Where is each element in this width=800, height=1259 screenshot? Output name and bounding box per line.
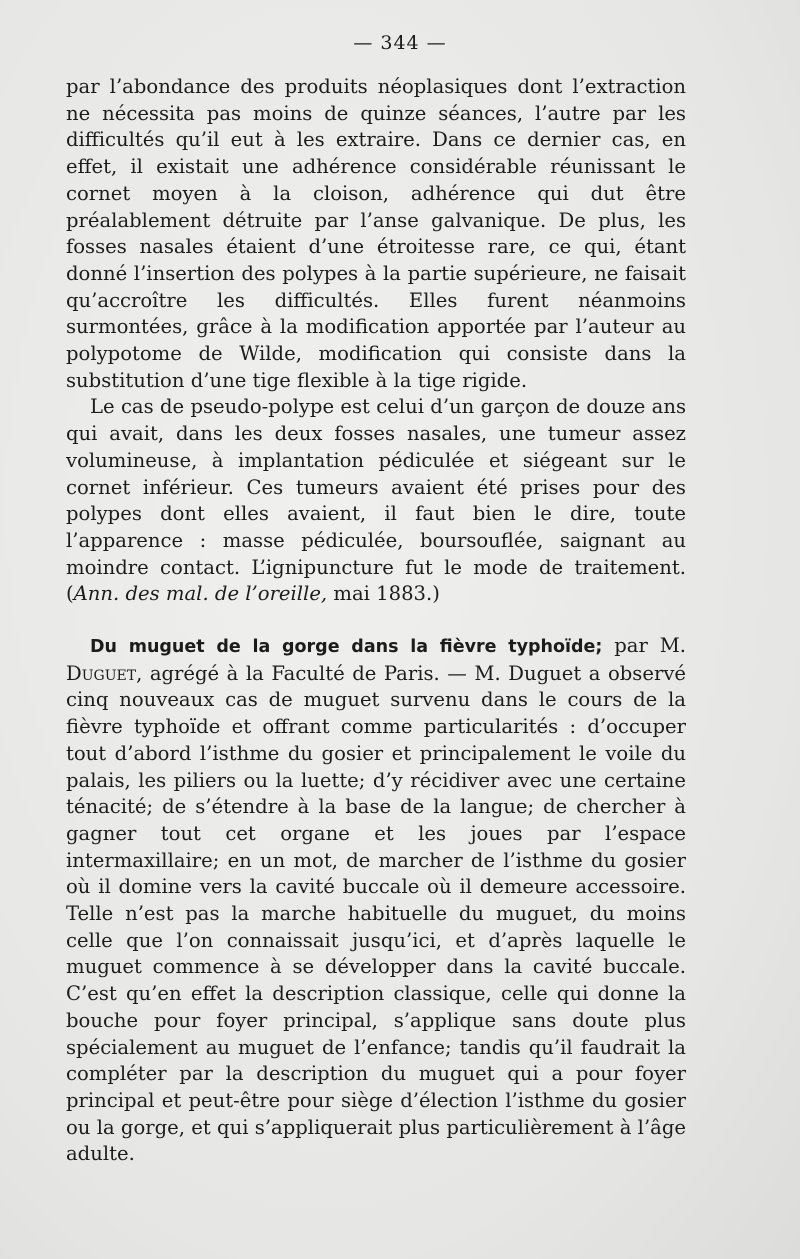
continued-section bbox=[66, 74, 686, 608]
paragraph-text: Le cas de pseudo-polype est celui d’un garçon de douze ans qui avait, dans les deux fosses nasales, une tumeur assez volumineuse, à implantation pédiculée et siégeant sur le cornet inférieur. Ces tumeurs avaient été prises pour des polypes dont elles avaient, il faut bien le dire, toute l’apparence : masse pédiculée, boursouflée, saignant au moindre contact. L’ignipuncture fut le mode de traitement. ( bbox=[66, 395, 686, 606]
page-number: — 344 — bbox=[353, 32, 447, 54]
paragraph bbox=[66, 394, 686, 608]
citation-journal: Ann. des mal. de l’oreille, bbox=[73, 582, 328, 606]
article-section bbox=[66, 633, 686, 1168]
article-paragraph bbox=[66, 633, 686, 1168]
article-author: Duguet bbox=[66, 661, 137, 685]
paragraph: par l’abondance des produits néoplasiques dont l’extraction ne nécessita pas moins de quinze séances, l’autre par les difficultés qu’il eut à les extraire. Dans ce dernier cas, en effet, il existait une adhérence considérable réunissant le cornet moyen à la cloison, adhérence qui dut être préalablement détruite par l’anse galvanique. De plus, les fosses nasales étaient d’une étroitesse rare, ce qui, étant donné l’insertion des polypes à la partie supérieure, ne faisait qu’accroître les difficultés. Elles furent néanmoins surmontées, grâce à la modification apportée par l’auteur au polypotome de Wilde, modification qui consiste dans la substitution d’une tige flexible à la tige rigide. bbox=[66, 75, 686, 392]
article-body: , agrégé à la Faculté de Paris. — M. Duguet a observé cinq nouveaux cas de muguet survenu dans le cours de la fièvre typhoïde et offrant comme particularités : d’occuper tout d’abord l’isthme du gosier et principalement le voile du palais, les piliers ou la luette; d’y récidiver avec une certaine ténacité; de s’étendre à la base de la langue; de chercher à gagner tout cet organe et les joues par l’espace intermaxillaire; en un mot, de marcher de l’isthme du gosier où il domine vers la cavité buccale où il demeure accessoire. Telle n’est pas la marche habituelle du muguet, du moins celle que l’on connaissait jusqu’ici, et d’après laquelle le muguet commence à se développer dans la cavité buccale. C’est qu’en effet la description classique, celle qui donne la bouche pour foyer principal, s’applique sans doute plus spécialement au muguet de l’enfance; tandis qu’il faudrait la compléter par la description du muguet qui a pour foyer principal et peut-être pour siège d’élection l’isthme du gosier ou la gorge, et qui s’appliquerait plus particulièrement à l’âge adulte. bbox=[66, 661, 686, 1166]
article-title: Du muguet de la gorge dans la fièvre typhoïde; bbox=[90, 637, 603, 657]
citation-date: mai 1883.) bbox=[327, 582, 440, 606]
article-byline: par M. bbox=[602, 634, 687, 657]
